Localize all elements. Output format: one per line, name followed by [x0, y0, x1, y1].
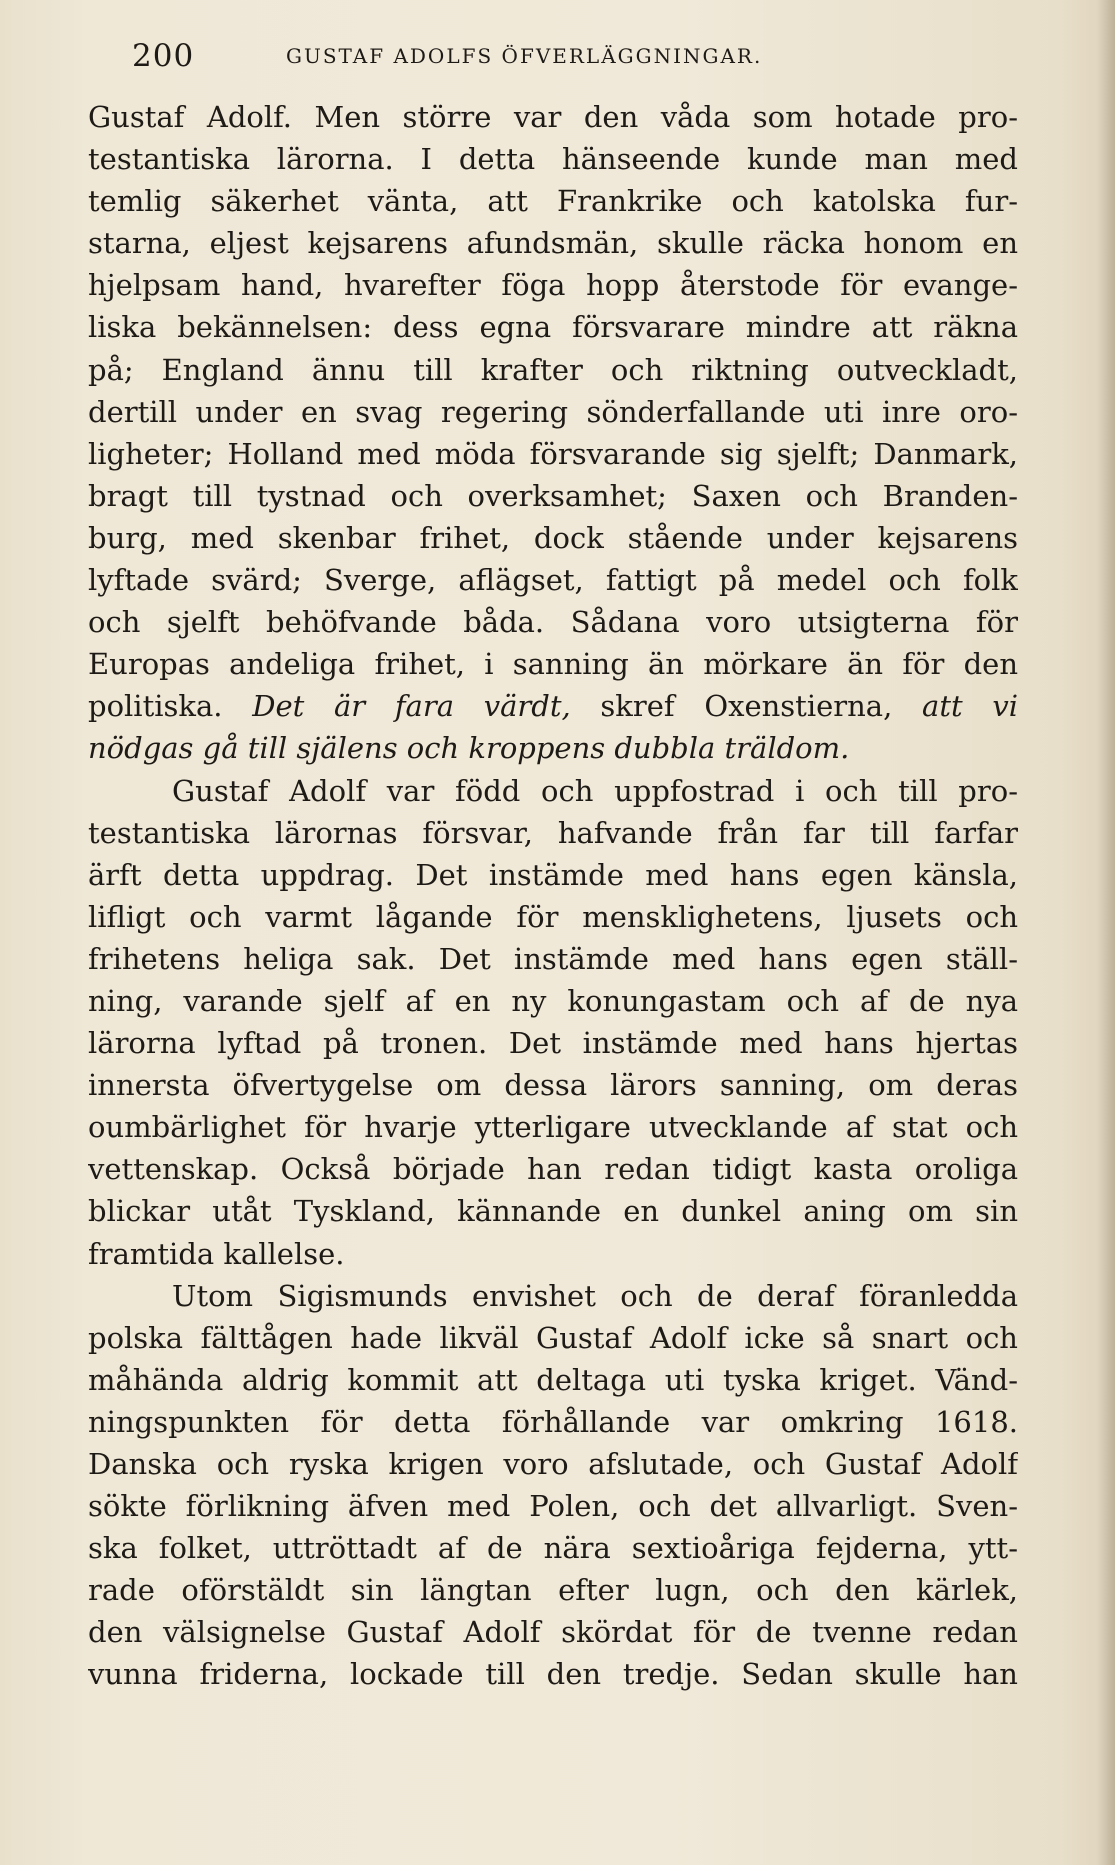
quote-fragment: Det är fara värdt,	[252, 689, 571, 724]
text-line: framtida kallelse.	[88, 1236, 345, 1271]
text-line: oumbärlighet för hvarje ytterligare utvecklande af stat och	[88, 1110, 1018, 1145]
text-line: ning, varande sjelf af en ny konungastam och af de nya	[88, 983, 1018, 1018]
text-line: bragt till tystnad och overksamhet; Saxen och Branden-	[88, 478, 1018, 513]
text-line: måhända aldrig kommit att deltaga uti tyska kriget. Vänd-	[88, 1362, 1018, 1397]
page-header	[88, 32, 1028, 82]
text-line: vunna friderna, lockade till den tredje. Sedan skulle han	[88, 1657, 1018, 1692]
text-line: vettenskap. Också började han redan tidigt kasta oroliga	[88, 1152, 1018, 1187]
text-line: testantiska lärorna. I detta hänseende kunde man med	[88, 142, 1018, 177]
text-line: rade oförstäldt sin längtan efter lugn, och den kärlek,	[88, 1573, 1018, 1608]
text-line: lärorna lyftad på tronen. Det instämde med hans hjertas	[88, 1026, 1018, 1061]
text-line: sökte förlikning äfven med Polen, och det allvarligt. Sven-	[88, 1489, 1018, 1524]
text-line: den välsignelse Gustaf Adolf skördat för de tvenne redan	[88, 1615, 1018, 1650]
paragraph-start: Gustaf Adolf var född och uppfostrad i och till pro-	[172, 773, 1018, 808]
body-text	[88, 96, 1018, 1696]
text-line: och sjelft behöfvande båda. Sådana voro utsigterna för	[88, 605, 1018, 640]
text-line-quote-end: nödgas gå till själens och kroppens dubbla träldom.	[88, 731, 850, 766]
text-line: ska folket, uttröttadt af de nära sextioåriga fejderna, ytt-	[88, 1531, 1018, 1566]
text-line: lyftade svärd; Sverge, aflägset, fattigt på medel och folk	[88, 563, 1018, 598]
text-line: dertill under en svag regering sönderfallande uti inre oro-	[88, 394, 1018, 429]
text-line: liska bekännelsen: dess egna försvarare mindre att räkna	[88, 310, 1018, 345]
text-fragment: skref Oxenstierna,	[570, 689, 923, 724]
text-line: ligheter; Holland med möda försvarande sig sjelft; Danmark,	[88, 436, 1018, 471]
running-head: GUSTAF ADOLFS ÖFVERLÄGGNINGAR.	[286, 44, 763, 68]
quote-fragment: att vi	[922, 689, 1018, 724]
text-line: starna, eljest kejsarens afundsmän, skulle räcka honom en	[88, 226, 1018, 261]
text-fragment: politiska.	[88, 689, 253, 724]
text-line: testantiska lärornas försvar, hafvande från far till farfar	[88, 815, 1018, 850]
text-line: frihetens heliga sak. Det instämde med hans egen ställ-	[88, 941, 1018, 976]
text-line: polska fälttågen hade likväl Gustaf Adolf icke så snart och	[88, 1320, 1018, 1355]
text-line: Danska och ryska krigen voro afslutade, och Gustaf Adolf	[88, 1447, 1018, 1481]
paragraph-start: Utom Sigismunds envishet och de deraf föranledda	[172, 1278, 1018, 1313]
text-line: ärft detta uppdrag. Det instämde med hans egen känsla,	[88, 857, 1018, 892]
text-line: Europas andeliga frihet, i sanning än mörkare än för den	[88, 647, 1018, 682]
text-line: lifligt och varmt lågande för mensklighetens, ljusets och	[88, 899, 1018, 934]
text-line: temlig säkerhet vänta, att Frankrike och katolska fur-	[88, 184, 1018, 219]
text-line: hjelpsam hand, hvarefter föga hopp återstode för evange-	[88, 268, 1018, 303]
text-line: på; England ännu till krafter och riktning outveckladt,	[88, 352, 1018, 387]
text-line-quote-start	[88, 685, 1018, 727]
page-number: 200	[132, 38, 195, 74]
text-line: burg, med skenbar frihet, dock stående under kejsarens	[88, 520, 1018, 555]
text-line: blickar utåt Tyskland, kännande en dunkel aning om sin	[88, 1194, 1018, 1229]
text-line: ningspunkten för detta förhållande var omkring 1618.	[88, 1404, 1018, 1439]
text-line: innersta öfvertygelse om dessa lärors sanning, om deras	[88, 1068, 1018, 1103]
page-edge-shadow	[1097, 0, 1115, 1865]
text-line: Gustaf Adolf. Men större var den våda som hotade pro-	[88, 100, 1018, 134]
